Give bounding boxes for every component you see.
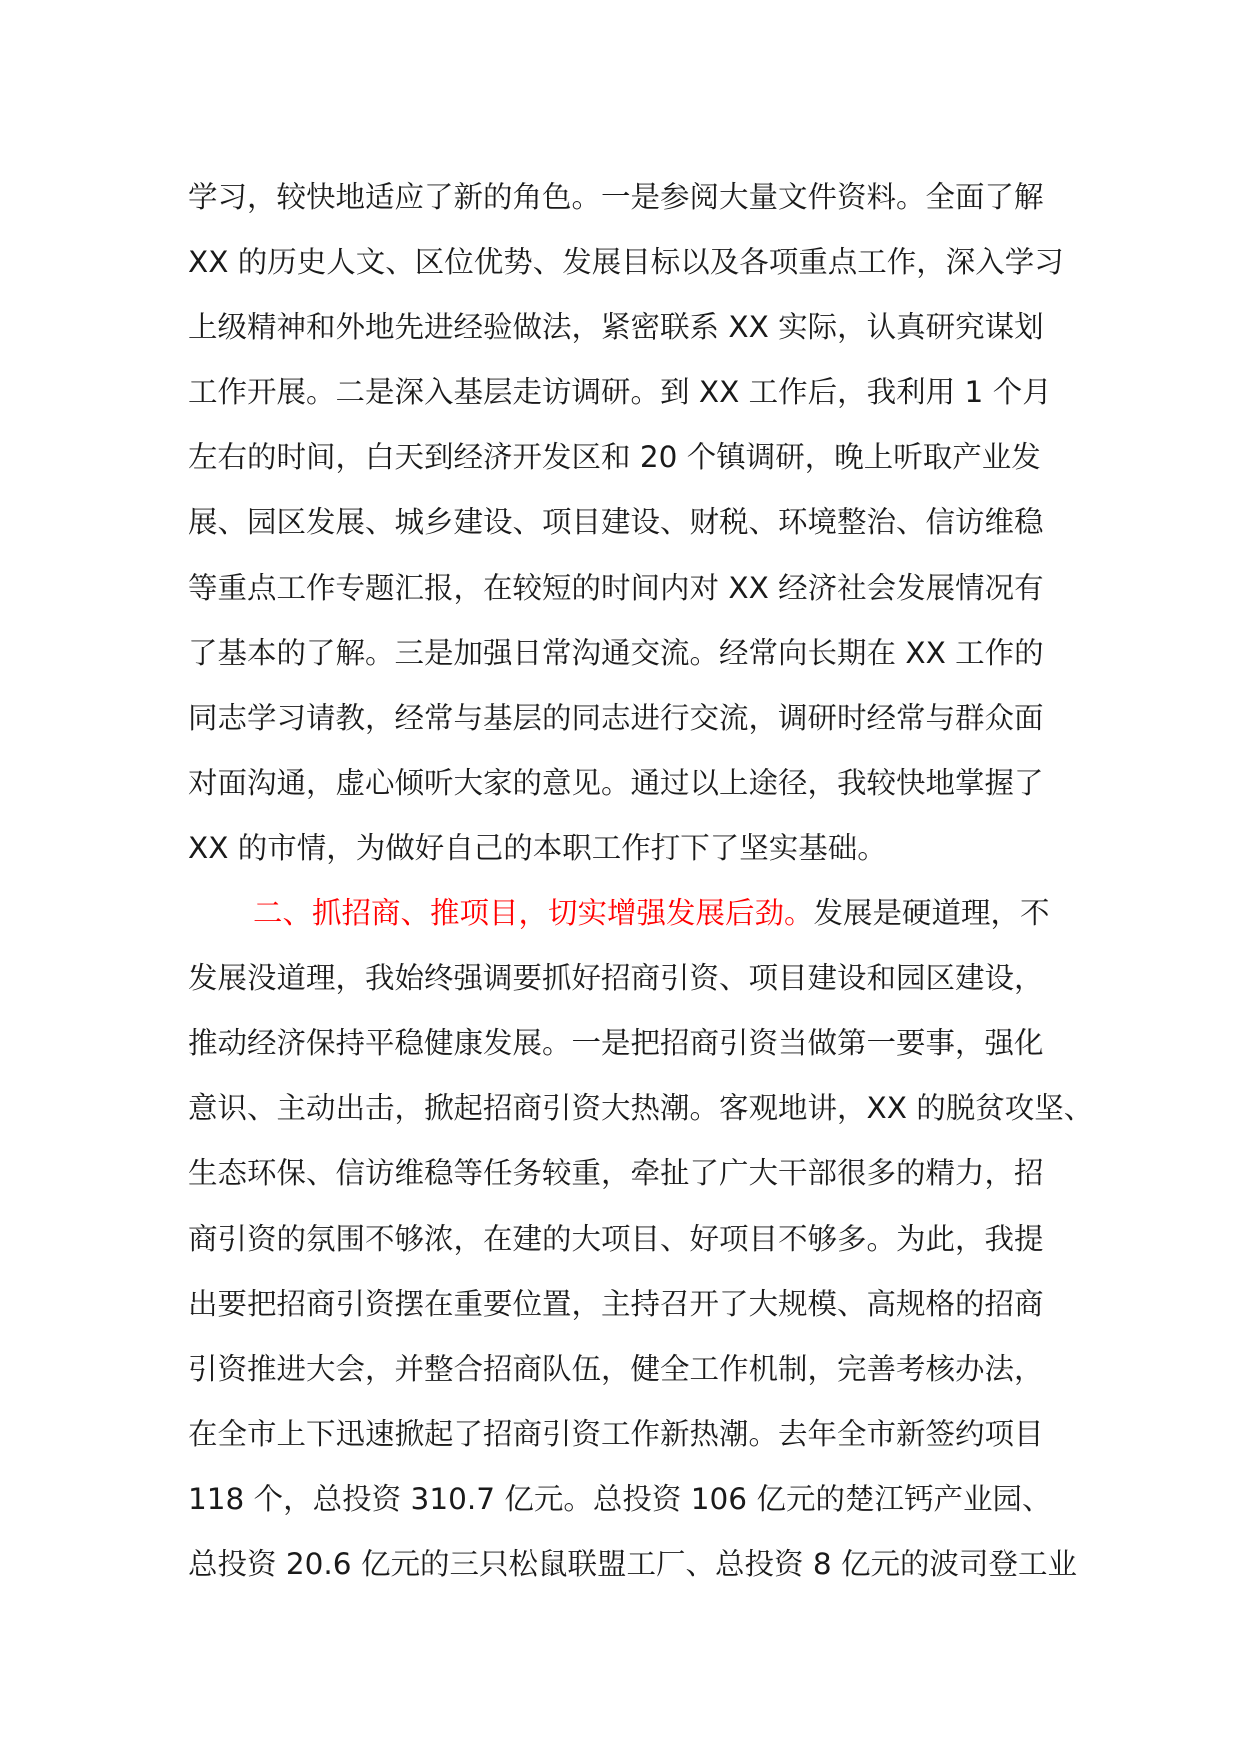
- text-line: 118 个，总投资 310.7 亿元。总投资 106 亿元的楚江钙产业园、: [188, 1481, 1052, 1516]
- text-line: 引资推进大会，并整合招商队伍，健全工作机制，完善考核办法，: [188, 1351, 1044, 1386]
- text-line: 商引资的氛围不够浓，在建的大项目、好项目不够多。为此，我提: [188, 1221, 1044, 1256]
- text-line: 在全市上下迅速掀起了招商引资工作新热潮。去年全市新签约项目: [188, 1416, 1044, 1451]
- text-line: 等重点工作专题汇报，在较短的时间内对 XX 经济社会发展情况有: [188, 570, 1044, 605]
- section-heading-line: [188, 888, 1088, 953]
- text-line: 总投资 20.6 亿元的三只松鼠联盟工厂、总投资 8 亿元的波司登工业: [188, 1546, 1077, 1581]
- text-line: 意识、主动出击，掀起招商引资大热潮。客观地讲，XX 的脱贫攻坚、: [188, 1091, 1094, 1126]
- text-line: 上级精神和外地先进经验做法，紧密联系 XX 实际，认真研究谋划: [188, 310, 1044, 345]
- text-line: 生态环保、信访维稳等任务较重，牵扯了广大干部很多的精力，招: [188, 1156, 1044, 1191]
- section-heading: 二、抓招商、推项目，切实增强发展后劲。: [253, 896, 814, 931]
- text-line: 同志学习请教，经常与基层的同志进行交流，调研时经常与群众面: [188, 700, 1044, 735]
- text-line: XX 的市情，为做好自己的本职工作打下了坚实基础。: [188, 830, 887, 865]
- text-line: 学习，较快地适应了新的角色。一是参阅大量文件资料。全面了解: [188, 180, 1044, 214]
- document-body: [188, 172, 1094, 1604]
- text-line: 对面沟通，虚心倾听大家的意见。通过以上途径，我较快地掌握了: [188, 765, 1044, 800]
- text-line: 发展没道理，我始终强调要抓好招商引资、项目建设和园区建设，: [188, 961, 1044, 996]
- text-line: 了基本的了解。三是加强日常沟通交流。经常向长期在 XX 工作的: [188, 635, 1044, 670]
- text-line: 工作开展。二是深入基层走访调研。到 XX 工作后，我利用 1 个月: [188, 375, 1052, 410]
- text-line: 展、园区发展、城乡建设、项目建设、财税、环境整治、信访维稳: [188, 505, 1044, 540]
- text-line: 左右的时间，白天到经济开发区和 20 个镇调研，晚上听取产业发: [188, 440, 1041, 475]
- text-line: XX 的历史人文、区位优势、发展目标以及各项重点工作，深入学习: [188, 245, 1064, 280]
- text-line: 推动经济保持平稳健康发展。一是把招商引资当做第一要事，强化: [188, 1026, 1044, 1061]
- text-line: 出要把招商引资摆在重要位置，主持召开了大规模、高规格的招商: [188, 1286, 1044, 1321]
- section-heading-continuation: 发展是硬道理，不: [813, 896, 1050, 931]
